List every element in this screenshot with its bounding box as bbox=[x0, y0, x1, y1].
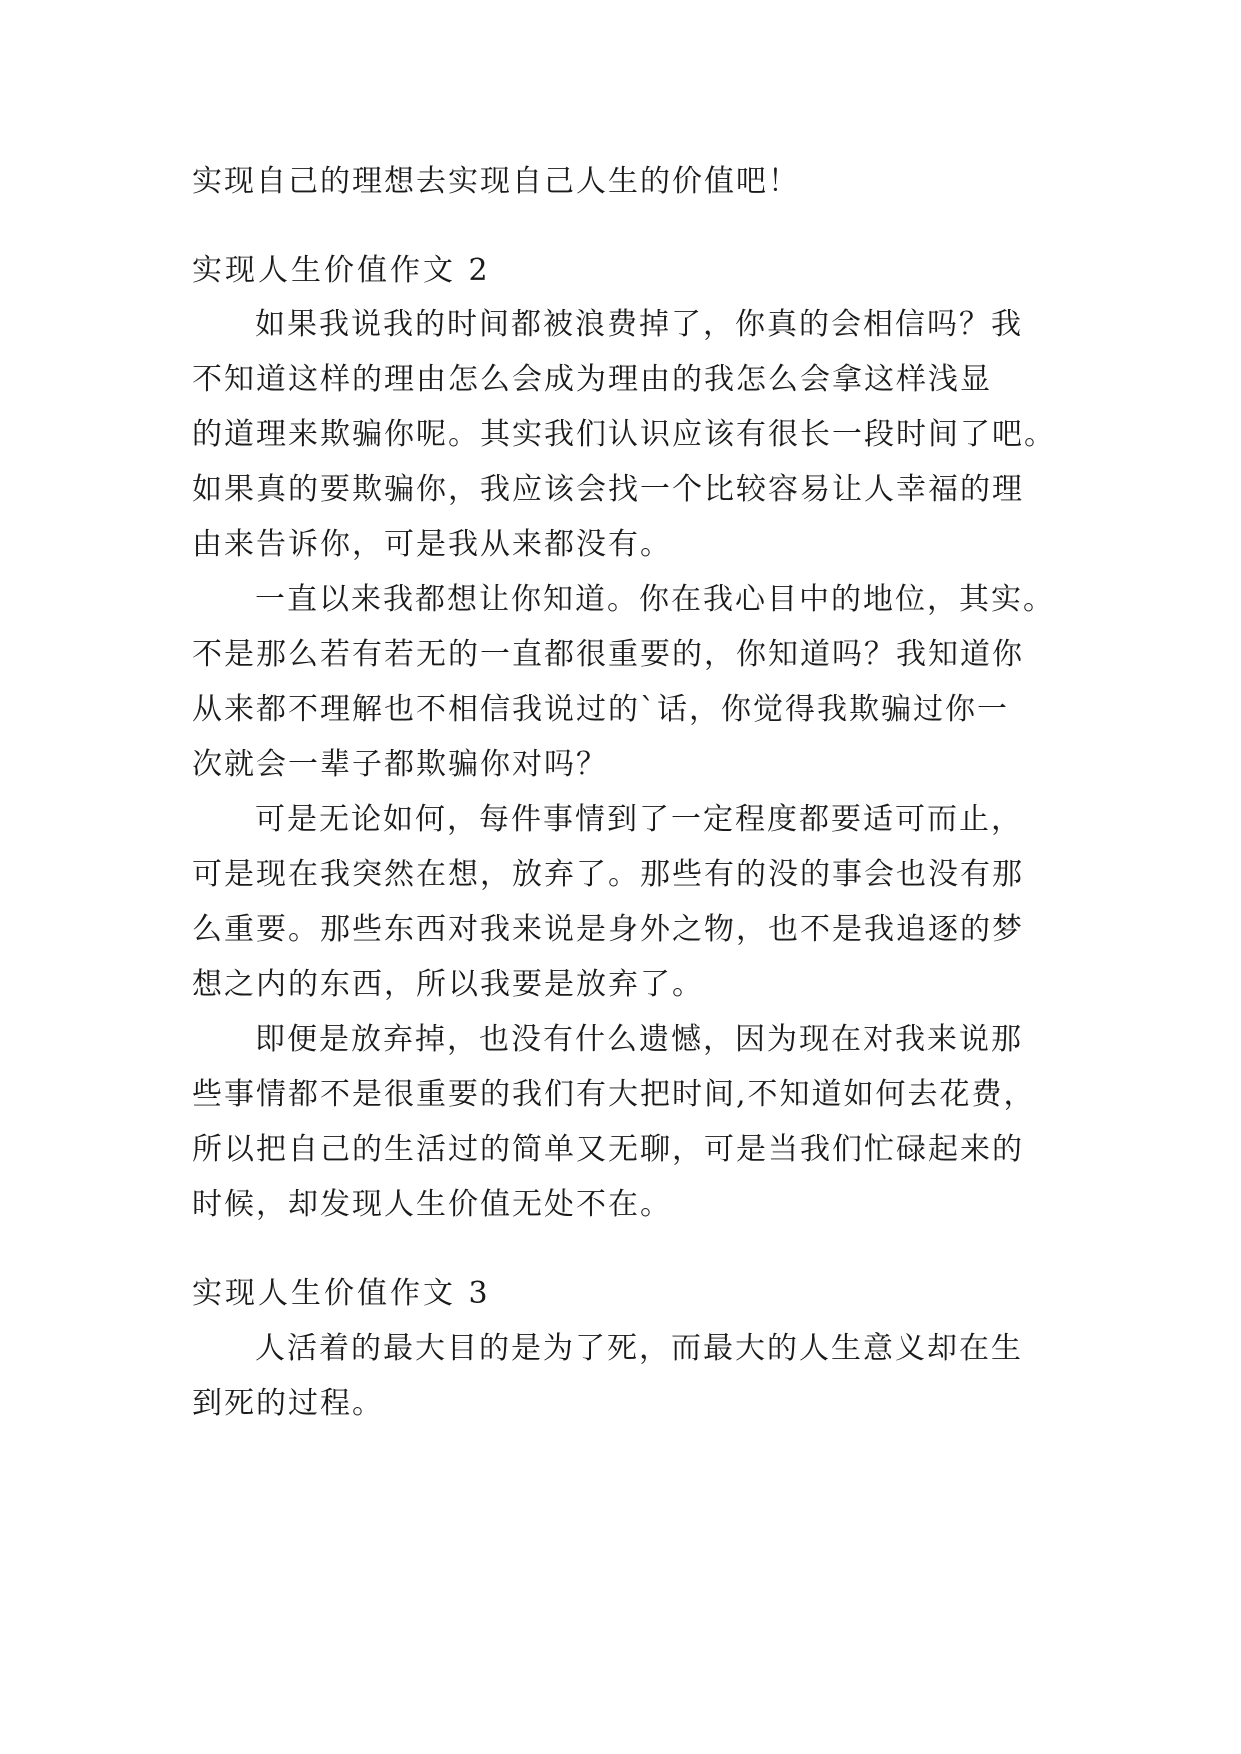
paragraph-line: 可是无论如何，每件事情到了一定程度都要适可而止， bbox=[255, 802, 1023, 837]
opening-line: 实现自己的理想去实现自己人生的价值吧！ bbox=[192, 164, 800, 199]
paragraph-line: 不是那么若有若无的一直都很重要的，你知道吗？我知道你 bbox=[192, 637, 1024, 672]
paragraph-line: 一直以来我都想让你知道。你在我心目中的地位，其实。 bbox=[255, 582, 1055, 617]
paragraph-line: 么重要。那些东西对我来说是身外之物，也不是我追逐的梦 bbox=[192, 912, 1024, 947]
paragraph-line: 到死的过程。 bbox=[192, 1386, 384, 1421]
paragraph-line: 次就会一辈子都欺骗你对吗？ bbox=[192, 747, 608, 782]
paragraph-line: 从来都不理解也不相信我说过的`话，你觉得我欺骗过你一 bbox=[192, 692, 1009, 727]
paragraph-line: 所以把自己的生活过的简单又无聊，可是当我们忙碌起来的 bbox=[192, 1132, 1024, 1167]
paragraph-line: 些事情都不是很重要的我们有大把时间,不知道如何去花费， bbox=[192, 1077, 1036, 1112]
paragraph-line: 如果真的要欺骗你，我应该会找一个比较容易让人幸福的理 bbox=[192, 472, 1024, 507]
section-3-heading: 实现人生价值作文 3 bbox=[192, 1276, 491, 1311]
paragraph-line: 的道理来欺骗你呢。其实我们认识应该有很长一段时间了吧。 bbox=[192, 417, 1056, 452]
section-2-heading: 实现人生价值作文 2 bbox=[192, 253, 491, 288]
paragraph-line: 即便是放弃掉，也没有什么遗憾，因为现在对我来说那 bbox=[255, 1022, 1023, 1057]
paragraph-line: 人活着的最大目的是为了死，而最大的人生意义却在生 bbox=[255, 1331, 1023, 1366]
paragraph-line: 时候，却发现人生价值无处不在。 bbox=[192, 1187, 672, 1222]
paragraph-line: 想之内的东西，所以我要是放弃了。 bbox=[192, 967, 704, 1002]
paragraph-line: 不知道这样的理由怎么会成为理由的我怎么会拿这样浅显 bbox=[192, 362, 992, 397]
paragraph-line: 由来告诉你，可是我从来都没有。 bbox=[192, 527, 672, 562]
paragraph-line: 如果我说我的时间都被浪费掉了，你真的会相信吗？我 bbox=[255, 307, 1023, 342]
paragraph-line: 可是现在我突然在想，放弃了。那些有的没的事会也没有那 bbox=[192, 857, 1024, 892]
